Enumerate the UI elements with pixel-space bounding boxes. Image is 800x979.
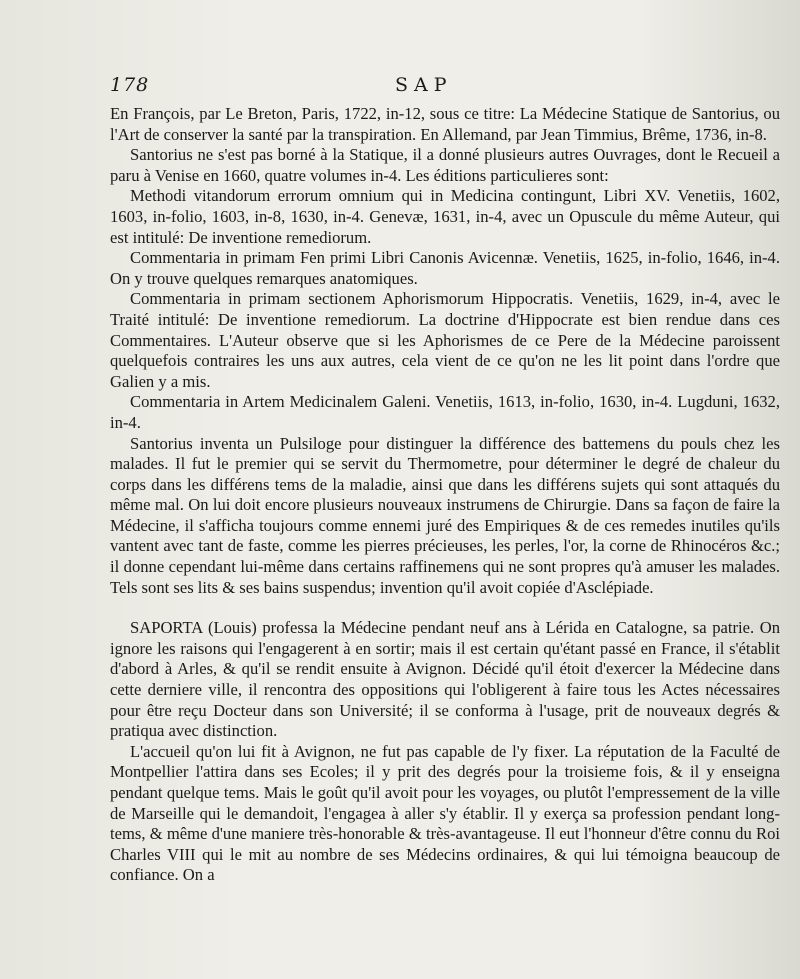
paragraph: Methodi vitandorum errorum omnium qui in Medicina contingunt, Libri XV. Venetiis, 1602, 1603, in-folio, 1603, in-8, 1630, in-4. Genevæ, 1631, in-4, avec un Opuscule du même Auteur, qui est intitulé: De inventione remediorum. [110,186,780,247]
entry-saporta: SAPORTA (Louis) professa la Médecine pendant neuf ans à Lérida en Catalogne, sa patrie. On ignore les raisons qui l'engagerent à en sortir; mais il est certain qu'étant passé en France, il s'établit d'abord à Arles, & qu'il se rendit ensuite à Avignon. Décidé qu'il étoit d'exercer la Médecine dans cette derniere ville, il rencontra des oppositions qui l'obligerent à faire tous les Actes nécessaires pour être reçu Docteur dans son Université; il se conforma à l'usage, prit de nouveaux degrés & pratiqua avec distinction. [110,618,780,741]
entry-separator [110,598,780,618]
paragraph: Commentaria in Artem Medicinalem Galeni. Venetiis, 1613, in-folio, 1630, in-4. Lugduni, 1632, in-4. [110,392,780,432]
page-number: 178 [110,74,150,96]
page-header [110,74,670,100]
running-head: SAP [395,74,453,96]
paragraph: Commentaria in primam sectionem Aphorismorum Hippocratis. Venetiis, 1629, in-4, avec le Traité intitulé: De inventione remediorum. La doctrine d'Hippocrate est bien rendue dans ces Commentaires. L'Auteur observe que si les Aphorismes de ce Pere de la Médecine paroissent quelquefois contraires les uns aux autres, cela vient de ce qu'on ne les lit point dans l'ordre que Galien y a mis. [110,289,780,391]
paragraph: Santorius ne s'est pas borné à la Statique, il a donné plusieurs autres Ouvrages, dont le Recueil a paru à Venise en 1660, quatre volumes in-4. Les éditions particulieres sont: [110,145,780,185]
paragraph: Santorius inventa un Pulsiloge pour distinguer la différence des battemens du pouls chez les malades. Il fut le premier qui se servit du Thermometre, pour déterminer le degré de chaleur du corps dans les différens tems de la maladie, ainsi que dans les différens sujets qui sont attaqués du même mal. On lui doit encore plusieurs nouveaux instrumens de Chirurgie. Dans sa façon de faire la Médecine, il s'afficha toujours comme ennemi juré des Empiriques & de ces remedes inutiles qu'ils vantent avec tant de faste, comme les pierres précieuses, les perles, l'or, la corne de Rhinocéros &c.; il donne cependant lui-même dans certains raffinemens qui ne sont propres qu'à amuser les malades. Tels sont ses lits & ses bains suspendus; invention qu'il avoit copiée d'Asclépiade. [110,433,780,597]
body-text [110,104,780,886]
paragraph: L'accueil qu'on lui fit à Avignon, ne fut pas capable de l'y fixer. La réputation de la Faculté de Montpellier l'attira dans ses Ecoles; il y prit des degrés pour la troisieme fois, & il y enseigna pendant quelque tems. Mais le goût qu'il avoit pour les voyages, ou plutôt l'empressement de la ville de Marseille qui le demandoit, l'engagea à aller s'y établir. Il y exerça sa profession pendant long-tems, & même d'une maniere très-honorable & très-avantageuse. Il eut l'honneur d'être connu du Roi Charles VIII qui le mit au nombre de ses Médecins ordinaires, & qui lui témoigna beaucoup de confiance. On a [110,741,780,885]
paragraph: En François, par Le Breton, Paris, 1722, in-12, sous ce titre: La Médecine Statique de Santorius, ou l'Art de conserver la santé par la transpiration. En Allemand, par Jean Timmius, Brême, 1736, in-8. [110,104,780,144]
paragraph: Commentaria in primam Fen primi Libri Canonis Avicennæ. Venetiis, 1625, in-folio, 1646, in-4. On y trouve quelques remarques anatomiques. [110,248,780,288]
